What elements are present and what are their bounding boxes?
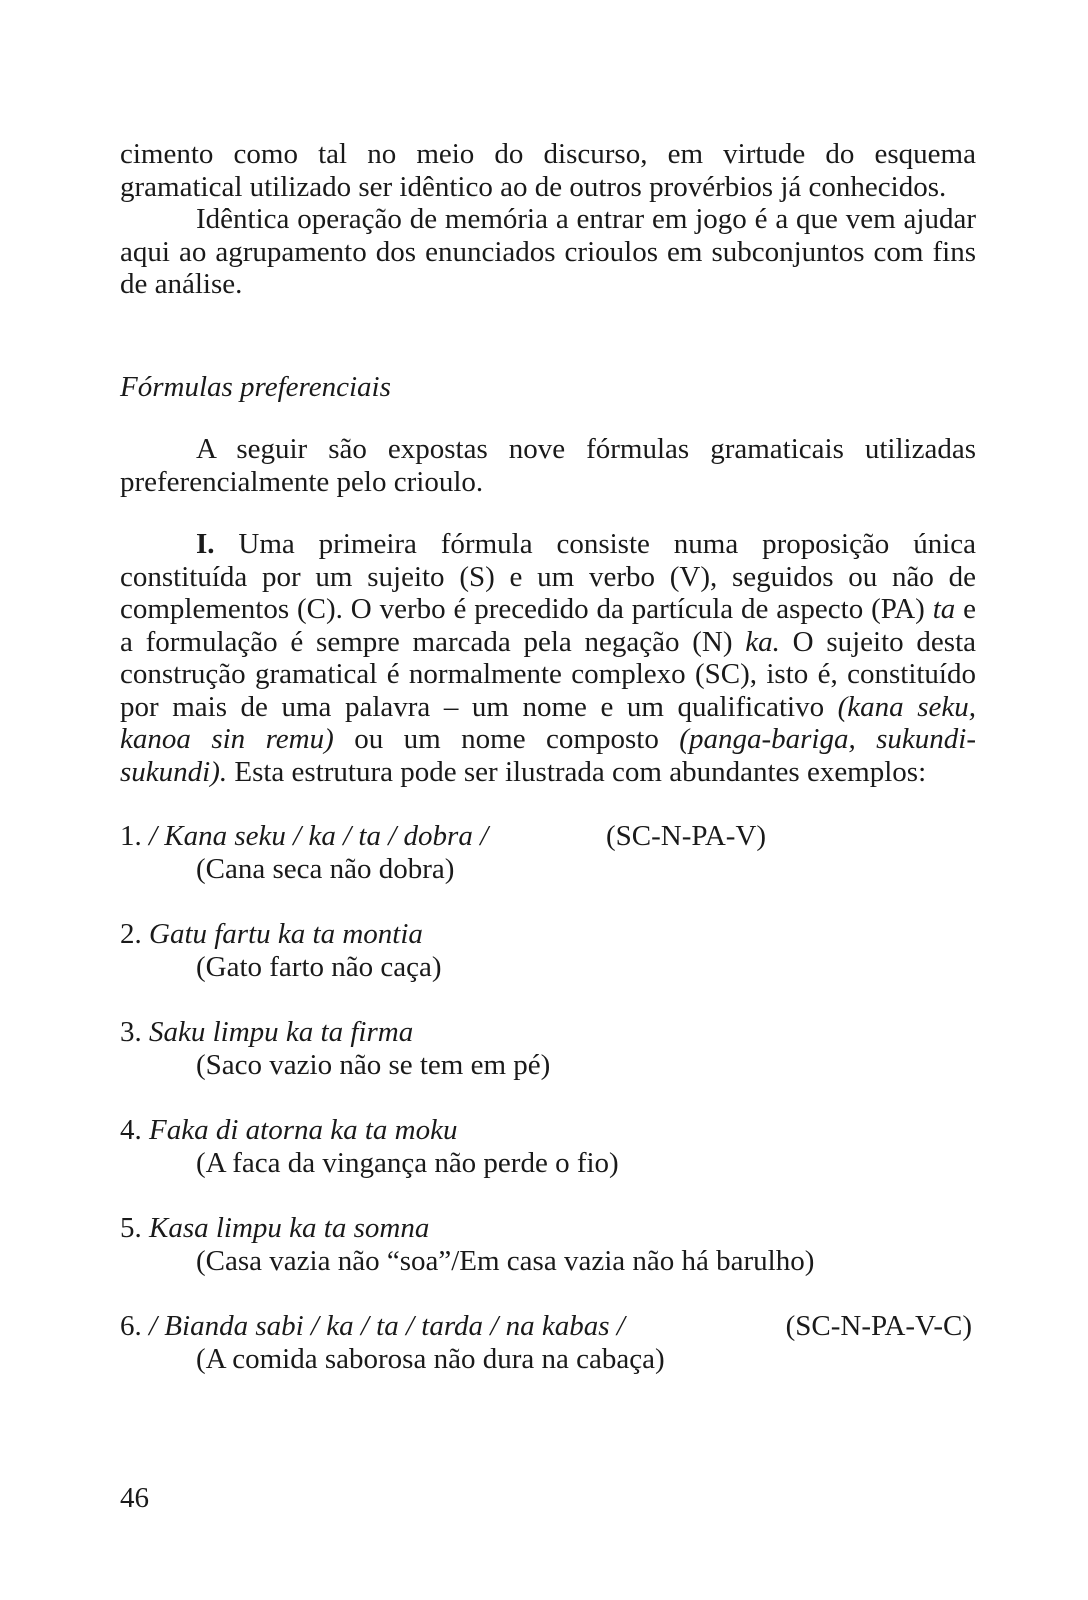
example-item (120, 1016, 976, 1081)
text-segment: ou um nome composto (333, 723, 680, 755)
paragraph-intro: A seguir são expostas nove fórmulas gramaticais utilizadas preferencialmente pelo crioulo. (120, 433, 976, 498)
roman-numeral: I. (196, 528, 215, 560)
example-number: 1. (120, 820, 149, 852)
example-creole: Kasa limpu ka ta somna (149, 1212, 430, 1244)
text-block (120, 138, 976, 1408)
example-number: 4. (120, 1114, 149, 1146)
example-translation: (Cana seca não dobra) (196, 852, 455, 885)
example-formula: (SC-N-PA-V-C) (785, 1310, 972, 1342)
text-segment: O sujeito desta construção gramatical é normalmente complexo (SC), isto é, constituído por mais de uma palavra – um nome e um qualificativo (120, 625, 976, 723)
italic-term: (kana seku, kanoa sin remu) (120, 690, 977, 755)
example-creole: Saku limpu ka ta firma (149, 1016, 414, 1048)
example-number: 2. (120, 918, 149, 950)
example-item (120, 1310, 976, 1375)
paragraph-formula-one (120, 528, 976, 788)
italic-term: ka. (745, 625, 780, 658)
paragraph-memory: Idêntica operação de memória a entrar em jogo é a que vem ajudar aqui ao agrupamento dos enunciados crioulos em subconjuntos com fins de análise. (120, 203, 976, 300)
example-item (120, 1114, 976, 1179)
italic-term: ta (932, 593, 956, 625)
page-number: 46 (120, 1482, 149, 1514)
example-item (120, 1212, 976, 1277)
example-creole: / Kana seku / ka / ta / dobra / (149, 820, 489, 852)
paragraph-continuation: cimento como tal no meio do discurso, em virtude do esquema gramatical utilizado ser idêntico ao de outros provérbios já conhecidos. (120, 138, 976, 203)
italic-term: (panga-bariga, sukundi-sukundi). (120, 723, 977, 788)
example-translation: (Saco vazio não se tem em pé) (196, 1048, 551, 1081)
examples-list (120, 820, 976, 1375)
example-formula: (SC-N-PA-V) (606, 820, 767, 852)
text-segment: e a formulação é sempre marcada pela negação (N) (120, 593, 976, 658)
text-segment: Esta estrutura pode ser ilustrada com abundantes exemplos: (227, 755, 927, 788)
example-creole: / Bianda sabi / ka / ta / tarda / na kabas / (149, 1310, 625, 1342)
example-translation: (A faca da vingança não perde o fio) (196, 1146, 619, 1179)
example-number: 3. (120, 1016, 149, 1048)
example-item (120, 820, 976, 885)
section-heading: Fórmulas preferenciais (120, 370, 391, 403)
example-creole: Faka di atorna ka ta moku (149, 1114, 458, 1146)
example-item (120, 918, 976, 983)
example-number: 5. (120, 1212, 149, 1244)
example-number: 6. (120, 1310, 149, 1342)
example-creole: Gatu fartu ka ta montia (149, 918, 423, 950)
example-translation: (A comida saborosa não dura na cabaça) (196, 1342, 665, 1375)
example-translation: (Gato farto não caça) (196, 950, 442, 983)
text-segment: Uma primeira fórmula consiste numa proposição única constituída por um sujeito (S) e um verbo (V), seguidos ou não de complementos (C). O verbo é precedido da partícula de aspecto (PA) (120, 528, 976, 625)
example-translation: (Casa vazia não “soa”/Em casa vazia não há barulho) (196, 1244, 815, 1277)
